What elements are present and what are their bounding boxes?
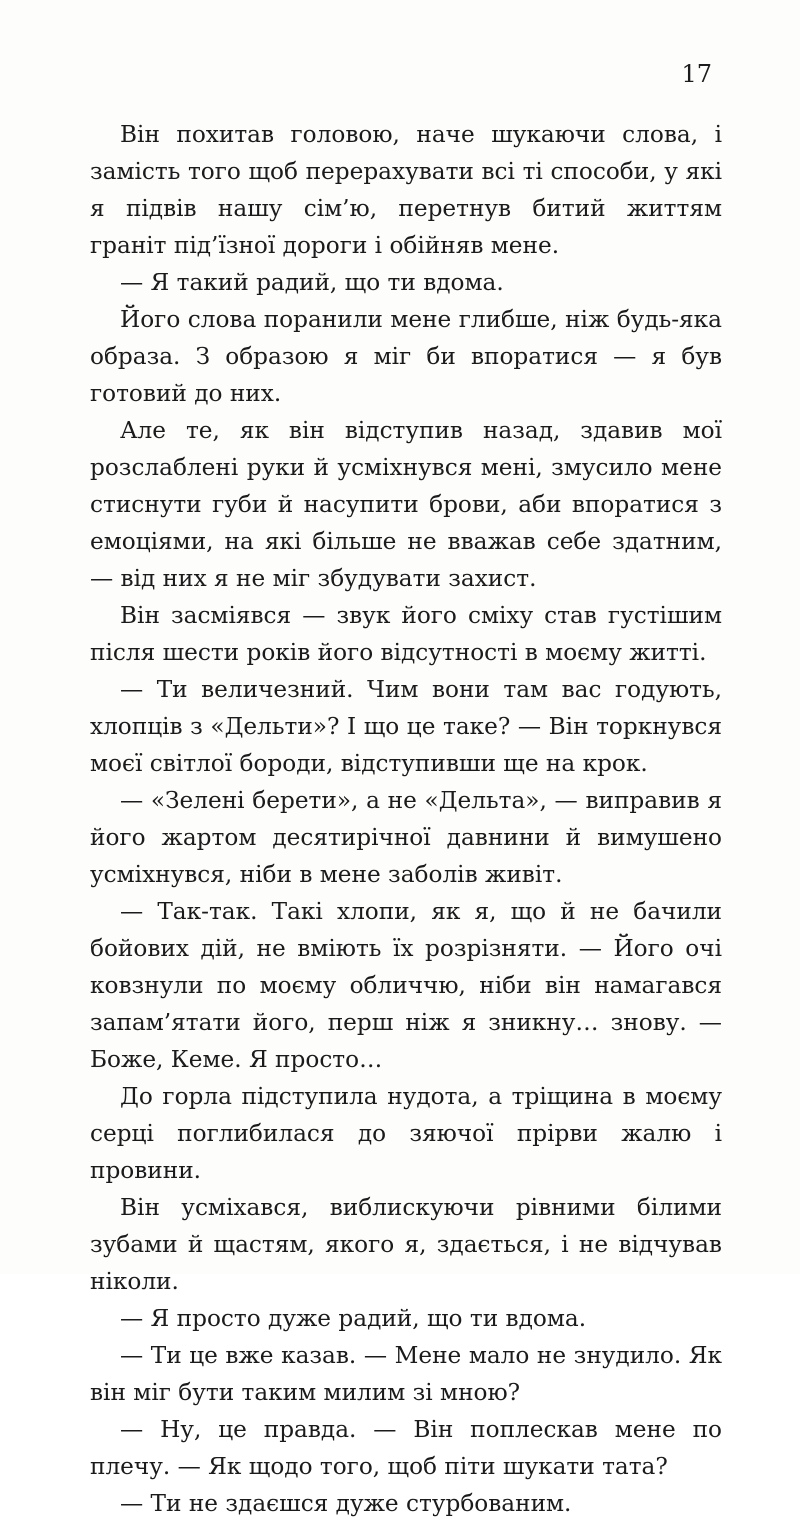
paragraph: Але те, як він відступив назад, здавив мої розслаблені руки й усміхнувся мені, змусило мене стиснути губи й насупити брови, аби впоратися з емоціями, на які більше не вважав себе здатним, — від них я не міг збудувати захист. <box>90 417 722 592</box>
paragraph: — Ти не здаєшся дуже стурбованим. <box>120 1490 572 1517</box>
paragraph: — Ну, це правда. — Він поплескав мене по плечу. — Як щодо того, щоб піти шукати тата? <box>90 1416 722 1480</box>
paragraph: — Я такий радий, що ти вдома. <box>120 269 504 296</box>
paragraph: Він засміявся — звук його сміху став густішим після шести років його відсутності в моєму житті. <box>90 602 722 666</box>
paragraph: — Я просто дуже радий, що ти вдома. <box>120 1305 587 1332</box>
page-number: 17 <box>681 60 712 88</box>
paragraph: — Ти це вже казав. — Мене мало не знудило. Як він міг бути таким милим зі мною? <box>90 1342 722 1406</box>
paragraph: — Так-так. Такі хлопи, як я, що й не бачили бойових дій, не вміють їх розрізняти. — Його очі ковзнули по моєму обличчю, ніби він намагався запам’ятати його, перш ніж я зникну… знову. — Боже, Кеме. Я просто… <box>90 898 722 1073</box>
paragraph: — Ти величезний. Чим вони там вас годують, хлопців з «Дельти»? І що це таке? — Він торкнувся моєї світлої бороди, відступивши ще на крок. <box>90 676 722 777</box>
paragraph: Його слова поранили мене глибше, ніж будь-яка образа. З образою я міг би впоратися — я був готовий до них. <box>90 306 722 407</box>
paragraph: Він похитав головою, наче шукаючи слова, і замість того щоб перерахувати всі ті способи, у які я підвів нашу сім’ю, перетнув битий життям граніт під’їзної дороги і обійняв мене. <box>90 121 722 259</box>
paragraph: — «Зелені берети», а не «Дельта», — виправив я його жартом десятирічної давнини й вимушено усміхнувся, ніби в мене заболів живіт. <box>90 787 722 888</box>
paragraph: Він усміхався, виблискуючи рівними білими зубами й щастям, якого я, здається, і не відчував ніколи. <box>90 1194 722 1295</box>
body-text <box>90 116 722 1522</box>
paragraph: До горла підступила нудота, а тріщина в моєму серці поглибилася до зяючої прірви жалю і провини. <box>90 1083 722 1184</box>
